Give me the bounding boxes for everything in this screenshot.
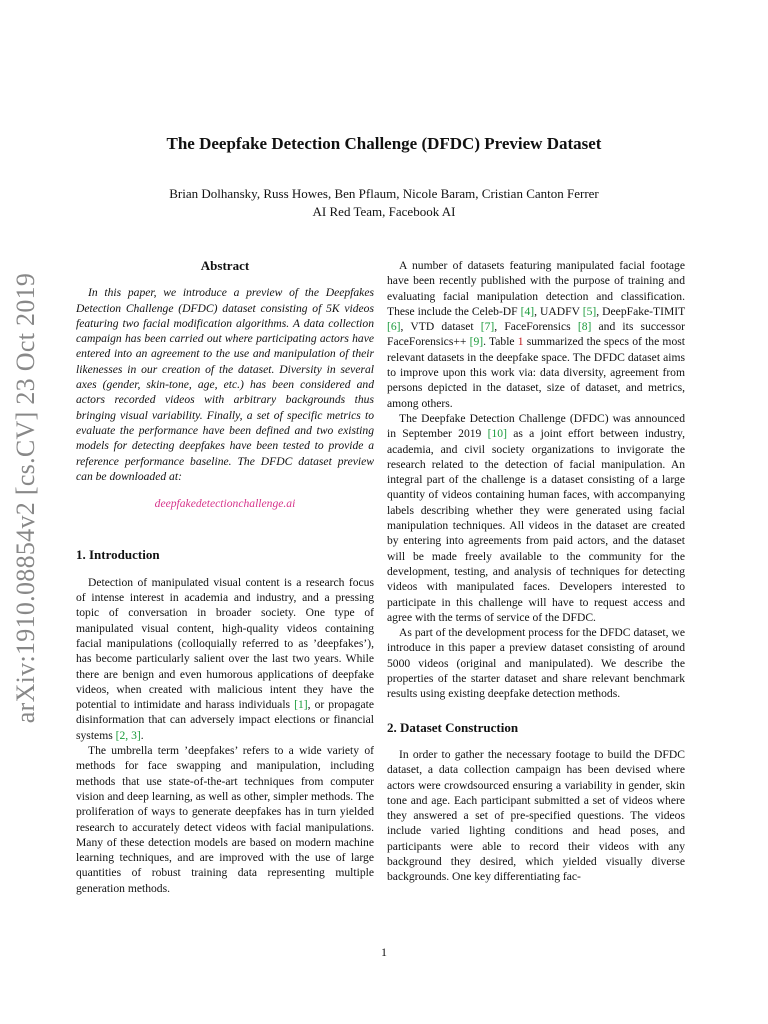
author-list: Brian Dolhansky, Russ Howes, Ben Pflaum, Nicole Baram, Cristian Canton Ferrer [169, 186, 599, 201]
text-run: , FaceForensics [494, 320, 578, 334]
text-run: summarized the specs of the most relevant datasets in the deepfake space. The DFDC dataset aims to improve upon this work via: data diversity, agreement from persons depicted in the dataset, size of dataset, and metrics, among others. [387, 335, 685, 410]
citation-link[interactable]: [1] [294, 698, 308, 712]
table-reference-link[interactable]: 1 [517, 335, 524, 349]
arxiv-stamp-text: arXiv:1910.08854v2 [cs.CV] 23 Oct 2019 [11, 272, 40, 724]
preview-dataset-paragraph: As part of the development process for the DFDC dataset, we introduce in this paper a preview dataset consisting of around 5000 videos (original and manipulated). We describe the properties of the starter dataset and share relevant benchmark results using existing deepfake detection methods. [387, 626, 685, 701]
affiliation: AI Red Team, Facebook AI [312, 204, 456, 219]
text-run: A number of datasets featuring manipulated facial footage have been recently published with the purpose of training and evaluating facial manipulation detection and classification. These include the Celeb-DF [387, 259, 685, 318]
intro-paragraph-2: The umbrella term ’deepfakes’ refers to a wide variety of methods for face swapping and manipulation, including methods that use state-of-the-art techniques from computer vision and deep learning, as well as other, simpler methods. The proliferation of ways to generate deepfakes has in turn yielded research to accurately detect videos with facial manipulations. Many of these detection models are based on modern machine learning techniques, and are improved with the use of large quantities of robust training data representing multiple generation methods. [76, 744, 374, 895]
text-run: , UADFV [534, 304, 583, 318]
text-run: . Table [483, 335, 518, 349]
citation-link[interactable]: [7] [480, 320, 495, 334]
arxiv-identifier-stamp [2, 268, 50, 728]
text-run: , or propagate disinformation that can adversely impact elections or financial systems [76, 698, 374, 742]
datasets-paragraph [387, 258, 685, 411]
citation-link[interactable]: [9] [469, 335, 484, 349]
dataset-link[interactable]: deepfakedetectionchallenge.ai [154, 497, 296, 511]
author-block [0, 185, 768, 221]
abstract-heading: Abstract [200, 258, 250, 273]
citation-link[interactable]: [4] [520, 304, 535, 318]
text-run: , VTD dataset [400, 320, 481, 334]
abstract-body: In this paper, we introduce a preview of the Deepfakes Detection Challenge (DFDC) dataset consisting of 5K videos featuring two facial modification algorithms. A data collection campaign has been carried out where participating actors have entered into an agreement to the use and manipulation of their likenesses in our creation of the dataset. Diversity in several axes (gender, skin-tone, age, etc.) has been considered and actors recorded videos with arbitrary backgrounds thus bringing visual variability. Finally, a set of specific metrics to evaluate the performance have been defined and two existing models for detecting deepfakes have been tested to provide a reference performance baseline. The DFDC dataset preview can be downloaded at: [76, 286, 374, 483]
text-run: Detection of manipulated visual content is a research focus of intense interest in academia and industry, and a pressing topic of conversation in broader society. One type of manipulated visual content, high-quality videos containing facial manipulations (colloquially referred to as ’deepfakes’), has become particularly salient over the last two years. While there are benign and even humorous applications of deepfake videos, when created with malicious intent they have the potential to intimidate and harass individuals [76, 575, 374, 712]
paper-title: The Deepfake Detection Challenge (DFDC) Preview Dataset [166, 134, 602, 153]
citation-link[interactable]: [2, 3] [115, 728, 141, 742]
intro-paragraph-1 [76, 575, 374, 743]
text-run: The Deepfake Detection Challenge (DFDC) was announced in September 2019 [387, 411, 685, 441]
citation-link[interactable]: [10] [487, 427, 507, 441]
citation-link[interactable]: [6] [387, 320, 401, 334]
dfdc-announcement-paragraph [387, 411, 685, 625]
text-run: and its successor FaceForensics++ [387, 320, 685, 349]
section-heading-introduction: 1. Introduction [76, 547, 160, 563]
text-run: , DeepFake-TIMIT [596, 304, 686, 318]
text-run: . [140, 728, 144, 742]
citation-link[interactable]: [5] [582, 304, 597, 318]
right-column [387, 258, 685, 885]
section-heading-dataset-construction: 2. Dataset Construction [387, 719, 519, 735]
citation-link[interactable]: [8] [577, 320, 592, 334]
left-column [76, 258, 374, 896]
dataset-construction-paragraph: In order to gather the necessary footage to build the DFDC dataset, a data collection campaign has been devised where actors were crowdsourced ensuring a variability in gender, skin tone and age. Each participant submitted a set of videos where they answered a set of pre-specified questions. The videos include varied lighting conditions and head poses, and participants were able to record their videos with any background they desired, which yielded visually diverse backgrounds. One key differentiating fac- [387, 747, 685, 884]
page-number: 1 [381, 945, 387, 959]
text-run: as a joint effort between industry, academia, and civil society organizations to invigorate the research related to the detection of facial manipulation. An integral part of the challenge is a dataset consisting of a large quantity of videos containing human faces, with accompanying labels describing whether they were generated using facial manipulation techniques. All videos in the dataset are created by entering into agreements from paid actors, and the dataset will be made freely available to the community for the development, testing, and analysis of techniques for detecting videos with manipulated faces. Developers interested to participate in this challenge will have to request access and agree with the terms of service of the DFDC. [387, 427, 685, 624]
